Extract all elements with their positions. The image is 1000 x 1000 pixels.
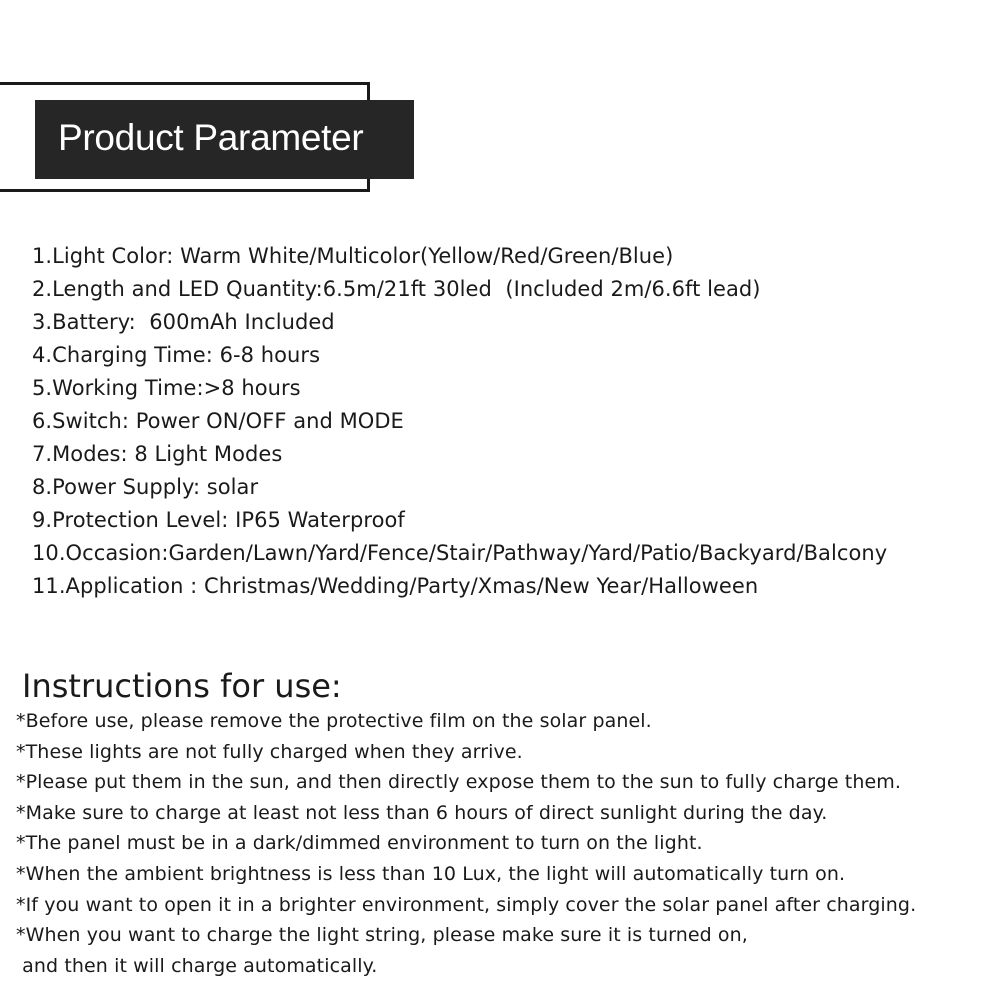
instruction-item: *Please put them in the sun, and then directly expose them to the sun to fully charge them.: [16, 771, 902, 794]
parameter-list: [32, 240, 887, 603]
instruction-item: *Make sure to charge at least not less than 6 hours of direct sunlight during the day.: [16, 801, 828, 824]
instruction-item: *These lights are not fully charged when they arrive.: [16, 740, 523, 763]
instruction-item: *If you want to open it in a brighter environment, simply cover the solar panel after charging.: [16, 893, 917, 916]
parameter-light-color: 1.Light Color: Warm White/Multicolor(Yellow/Red/Green/Blue): [32, 244, 674, 268]
parameter-application: 11.Application : Christmas/Wedding/Party/Xmas/New Year/Halloween: [32, 574, 759, 598]
parameter-working-time: 5.Working Time:>8 hours: [32, 376, 301, 400]
instruction-item: *The panel must be in a dark/dimmed environment to turn on the light.: [16, 832, 703, 855]
instruction-item: *Before use, please remove the protective film on the solar panel.: [16, 710, 652, 732]
parameter-modes: 7.Modes: 8 Light Modes: [32, 442, 283, 466]
instruction-item: *When you want to charge the light string, please make sure it is turned on,: [16, 924, 748, 947]
parameter-charging-time: 4.Charging Time: 6-8 hours: [32, 343, 321, 367]
parameter-battery: 3.Battery: 600mAh Included: [32, 310, 335, 334]
parameter-occasion: 10.Occasion:Garden/Lawn/Yard/Fence/Stair/Pathway/Yard/Patio/Backyard/Balcony: [32, 541, 888, 565]
parameter-switch: 6.Switch: Power ON/OFF and MODE: [32, 409, 404, 433]
instructions-list: [16, 706, 916, 981]
parameter-protection-level: 9.Protection Level: IP65 Waterproof: [32, 508, 405, 532]
parameter-power-supply: 8.Power Supply: solar: [32, 475, 259, 499]
page-title: Product Parameter: [58, 117, 364, 158]
instructions-heading: Instructions for use:: [22, 667, 342, 705]
parameter-length-led-quantity: 2.Length and LED Quantity:6.5m/21ft 30led (Included 2m/6.6ft lead): [32, 277, 761, 301]
instruction-item: *When the ambient brightness is less than 10 Lux, the light will automatically turn on.: [16, 862, 846, 885]
instruction-item-continuation: and then it will charge automatically.: [16, 954, 378, 977]
